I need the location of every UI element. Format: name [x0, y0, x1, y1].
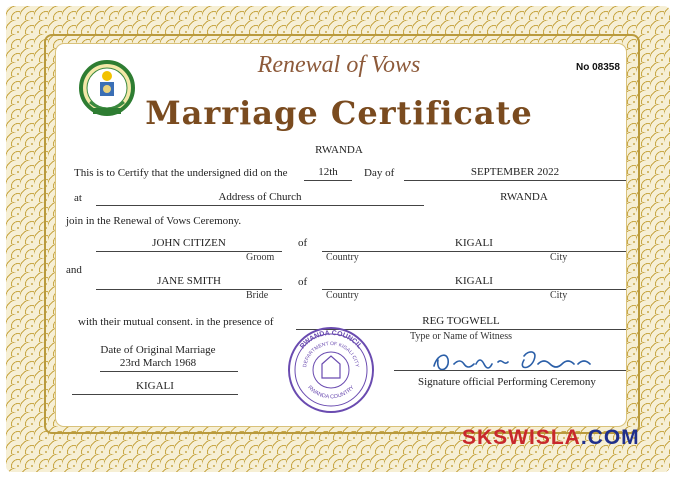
location-line — [72, 394, 238, 395]
official-label: Signature official Performing Ceremony — [418, 376, 596, 388]
address-value: Address of Church — [218, 191, 302, 203]
country-heading: RWANDA — [315, 144, 363, 156]
month-year-line — [404, 180, 626, 181]
day-line — [304, 180, 352, 181]
renewal-heading: Renewal of Vows — [257, 52, 421, 78]
groom-label: Groom — [246, 252, 275, 263]
official-signature — [428, 346, 598, 376]
original-date-label: Date of Original Marriage — [100, 344, 216, 356]
groom-city-line — [322, 251, 626, 252]
day-value: 12th — [318, 166, 338, 178]
month-year-value: SEPTEMBER 2022 — [470, 166, 560, 178]
bride-label: Bride — [246, 290, 269, 301]
day-of-label: Day of — [364, 167, 395, 179]
groom-city-label: City — [550, 252, 568, 263]
svg-text:RWANDA COUNCIL — [299, 330, 363, 351]
groom-country-label: Country — [326, 252, 359, 263]
stamp-emblem-icon — [322, 356, 340, 378]
consent-text: with their mutual consent. in the presence of — [78, 316, 274, 328]
groom-of-label: of — [298, 237, 308, 249]
bride-country-label: Country — [326, 290, 359, 301]
bride-name: JANE SMITH — [157, 275, 221, 287]
stamp-bottom-text: RWANDA COUNTRY — [306, 384, 356, 401]
site-watermark — [462, 426, 640, 450]
watermark-part1: SKSWISLA — [462, 426, 581, 449]
witness-label: Type or Name of Witness — [410, 331, 513, 342]
certificate-number: No 08358 — [576, 62, 620, 73]
groom-name: JOHN CITIZEN — [152, 237, 226, 249]
address-line — [96, 205, 424, 206]
svg-text:RWANDA COUNTRY — [306, 384, 356, 400]
address-country-value: RWANDA — [500, 191, 548, 203]
and-label: and — [66, 264, 82, 276]
groom-city-value: KIGALI — [455, 237, 493, 249]
certificate-title: Marriage Certificate — [145, 94, 533, 132]
witness-name: REG TOGWELL — [422, 315, 500, 327]
bride-city-value: KIGALI — [455, 275, 493, 287]
at-label: at — [74, 192, 82, 204]
council-stamp — [284, 324, 378, 414]
signature-line — [394, 370, 626, 371]
watermark-part2: .COM — [580, 426, 640, 449]
original-date-line — [100, 371, 238, 372]
stamp-top-text: RWANDA COUNCIL — [299, 329, 363, 351]
original-date-value: 23rd March 1968 — [119, 357, 197, 369]
svg-text:DEPARTMENT OF KIGALI CITY — [302, 341, 360, 368]
join-text: join in the Renewal of Vows Ceremony. — [66, 215, 242, 227]
location-value: KIGALI — [136, 380, 174, 392]
bride-city-line — [322, 289, 626, 290]
bride-of-label: of — [298, 276, 308, 288]
stamp-inner-text: DEPARTMENT OF KIGALI CITY — [302, 340, 360, 368]
certify-text: This is to Certify that the undersigned did on the — [74, 167, 288, 179]
bride-city-label: City — [550, 290, 568, 301]
